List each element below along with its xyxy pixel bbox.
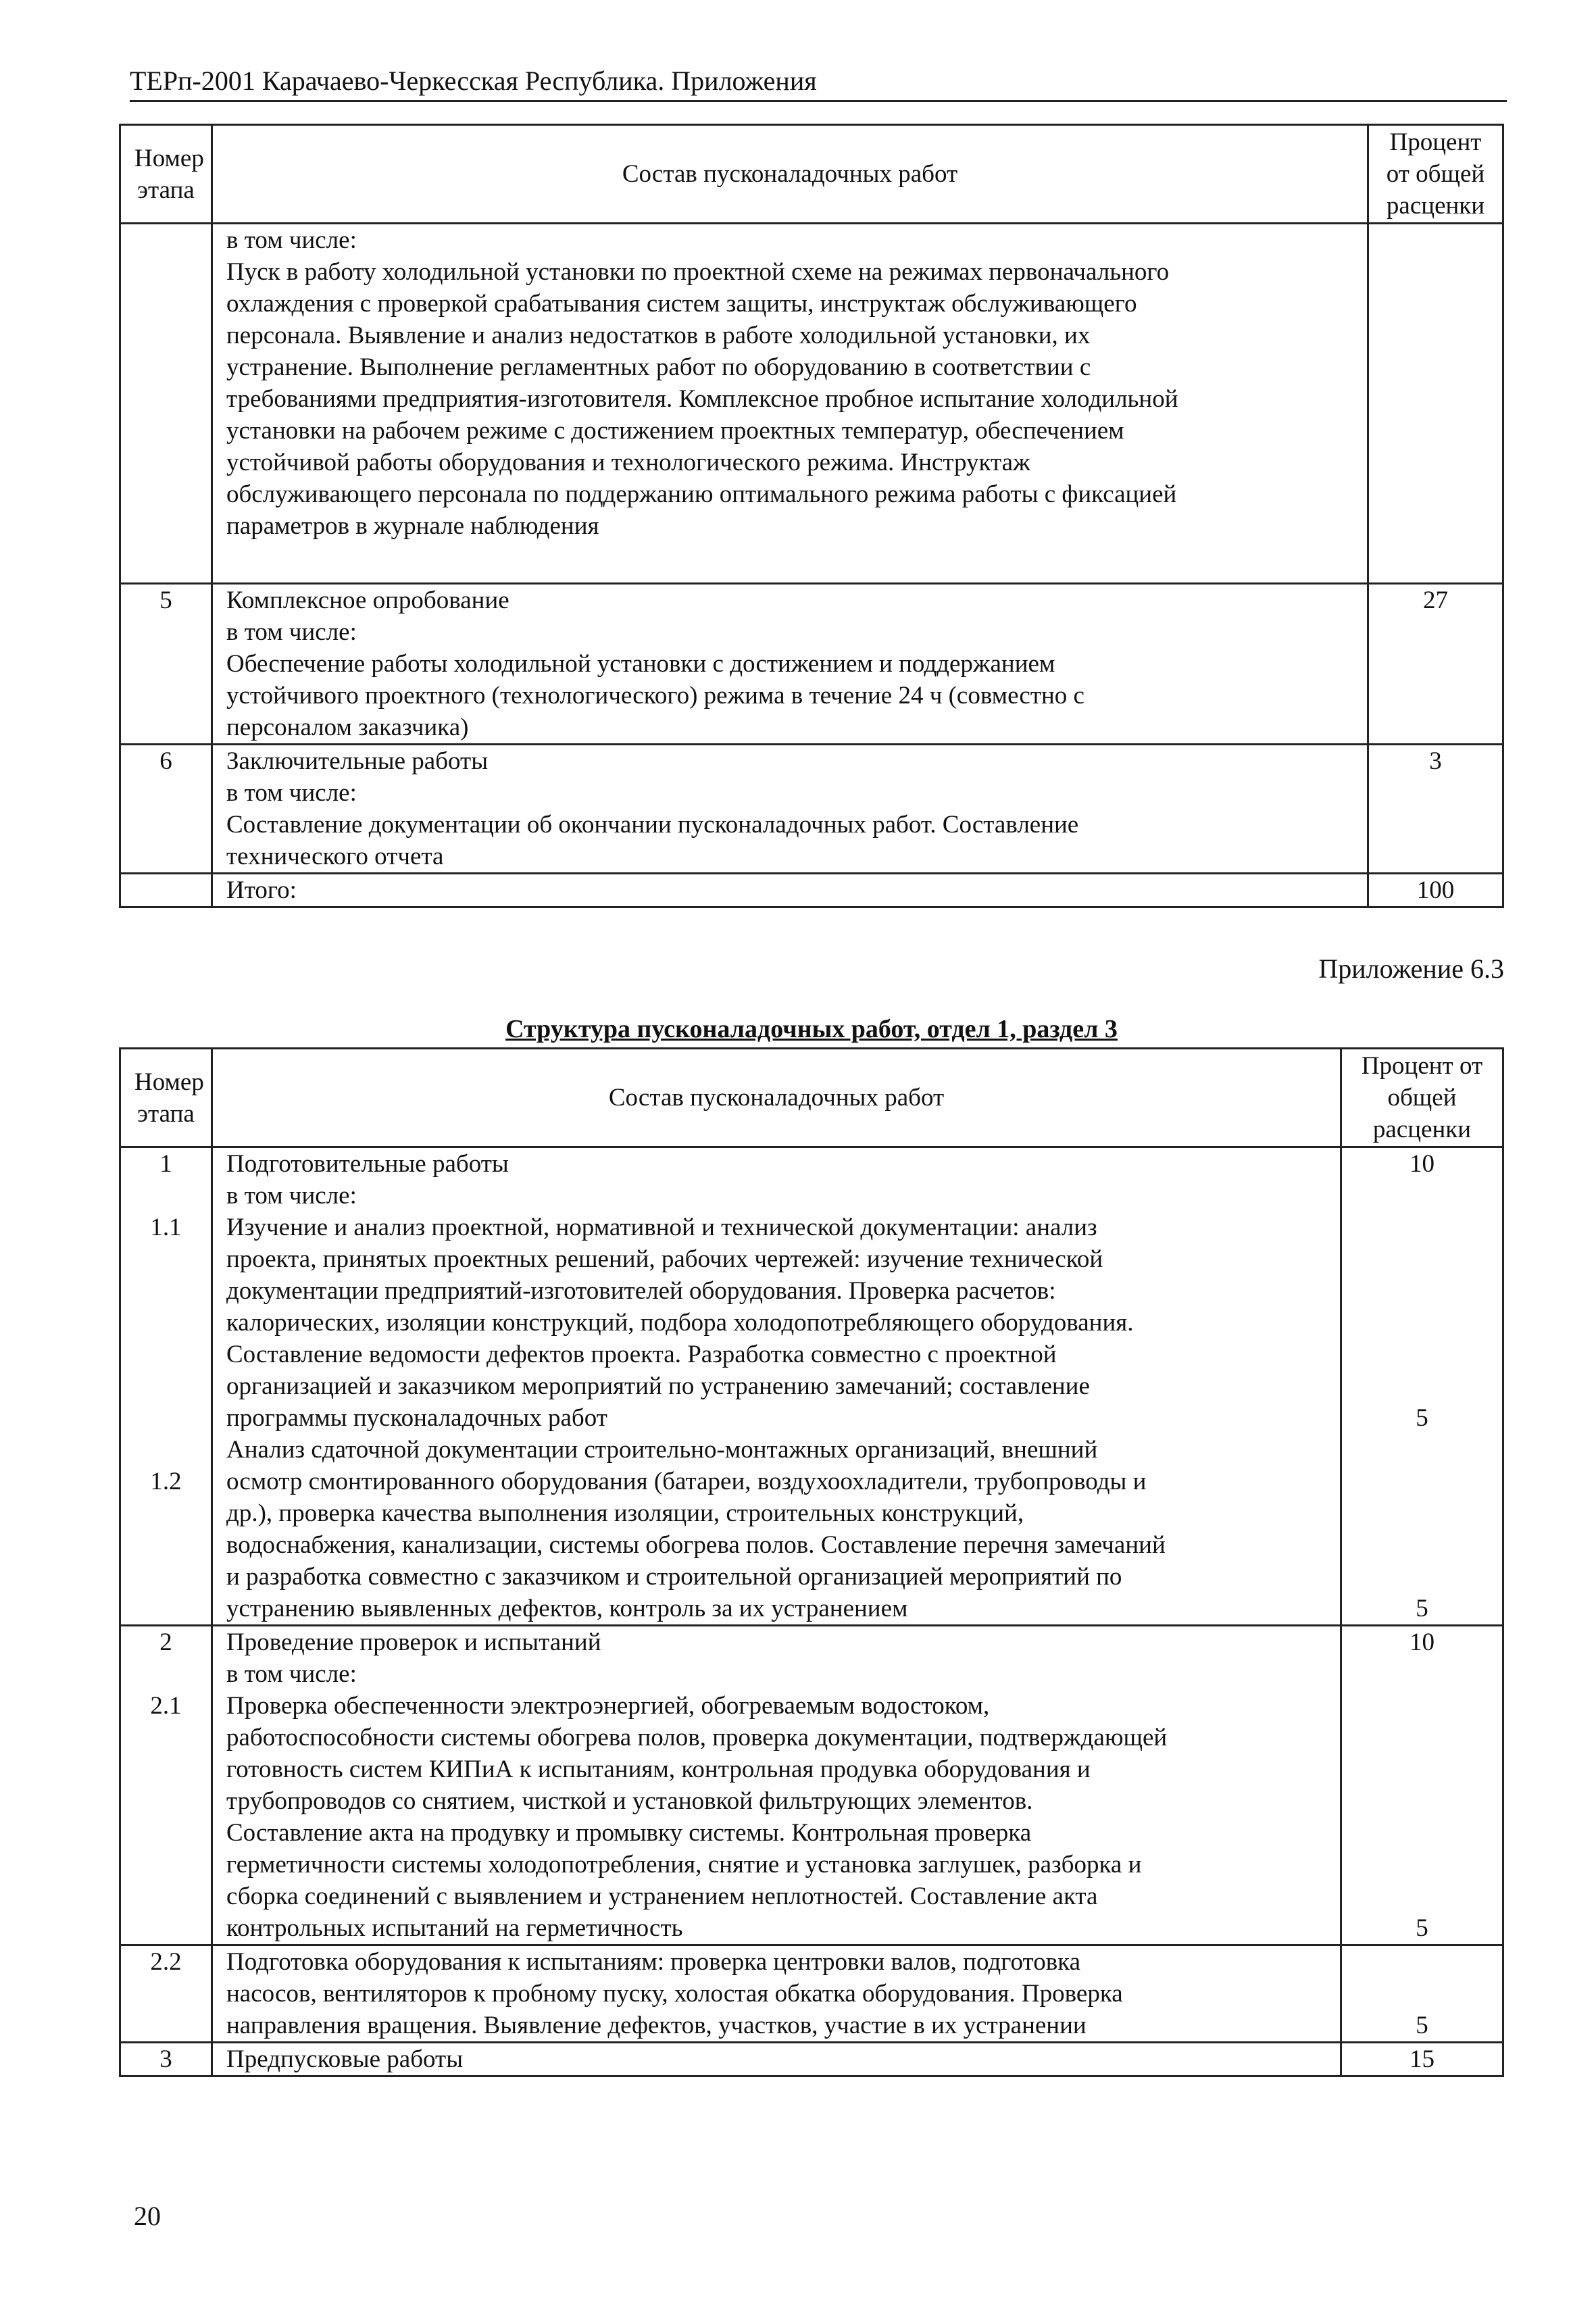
- table-row: [120, 745, 1503, 874]
- cell-text-line: [1355, 1339, 1489, 1370]
- cell-text-line: [1355, 1275, 1489, 1307]
- cell-text-line: 2.2: [150, 1948, 182, 1976]
- cell-text-line: [1355, 1434, 1489, 1466]
- cell-spacer: [1382, 224, 1489, 265]
- cell-text-line: установки на рабочем режиме с достижением проектных температур, обеспечением: [226, 417, 1124, 445]
- cell-text-line: 2: [159, 1628, 172, 1656]
- cell-text-line: 5: [1416, 1914, 1428, 1942]
- cell-text-line: 6: [159, 747, 172, 775]
- cell-text-line: [1355, 1212, 1489, 1243]
- cell-text-line: Пуск в работу холодильной установки по проектной схеме на режимах первоначального: [226, 258, 1170, 286]
- cell-text-line: Проверка обеспеченности электроэнергией, обогреваемым водостоком,: [226, 1692, 990, 1720]
- cell-text-line: устойчивой работы оборудования и технологического режима. Инструктаж: [226, 449, 1030, 476]
- cell-text-line: др.), проверка качества выполнения изоляции, строительных конструкций,: [226, 1499, 1024, 1527]
- cell-text-line: Составление документации об окончании пусконаладочных работ. Составление: [226, 811, 1079, 839]
- cell-text-line: [1355, 1658, 1489, 1690]
- cell-text-line: устойчивого проектного (технологического) режима в течение 24 ч (совместно с: [226, 682, 1084, 710]
- cell-text-line: [1355, 1243, 1489, 1275]
- percent-cell: [1368, 224, 1503, 584]
- stage-number-cell: [120, 584, 212, 745]
- work-description-cell: [212, 745, 1368, 874]
- cell-text-line: общей: [1387, 1084, 1457, 1112]
- cell-text-line: [1355, 1785, 1489, 1817]
- cell-text-line: трубопроводов со снятием, чисткой и установкой фильтрующих элементов.: [226, 1787, 1033, 1815]
- cell-text-line: обслуживающего персонала по поддержанию оптимального режима работы с фиксацией: [226, 480, 1177, 508]
- cell-text-line: Итого:: [226, 876, 297, 904]
- cell-text-line: работоспособности системы обогрева полов, проверка документации, подтверждающей: [226, 1724, 1168, 1751]
- cell-text-line: расценки: [1372, 1116, 1472, 1143]
- stages-table-continued: [119, 124, 1504, 908]
- cell-text-line: сборка соединений с выявлением и устранением неплотностей. Составление акта: [226, 1883, 1098, 1910]
- cell-text-line: охлаждения с проверкой срабатывания систем защиты, инструктаж обслуживающего: [226, 290, 1137, 318]
- cell-text-line: [134, 1243, 197, 1275]
- cell-text-line: Номер: [134, 1068, 204, 1096]
- work-description-cell: [212, 1945, 1341, 2043]
- total-label-cell: [212, 874, 1368, 907]
- cell-text-line: Комплексное опробование: [226, 587, 509, 614]
- cell-text-line: 1: [159, 1150, 172, 1178]
- percent-cell: [1341, 2043, 1503, 2076]
- cell-text-line: [1355, 1370, 1489, 1402]
- percent-cell: [1368, 584, 1503, 745]
- percent-cell: [1341, 1626, 1503, 1945]
- cell-text-line: 3: [159, 2045, 172, 2073]
- cell-text-line: Предпусковые работы: [226, 2045, 464, 2073]
- work-description-cell: [212, 584, 1368, 745]
- cell-text-line: 15: [1410, 2045, 1435, 2073]
- cell-text-line: [1355, 1817, 1489, 1849]
- work-description-cell: [212, 2043, 1341, 2076]
- table-row: [120, 1945, 1503, 2043]
- cell-text-line: контрольных испытаний на герметичность: [226, 1914, 683, 1942]
- table-caption: Структура пусконаладочных работ, отдел 1, раздел 3: [505, 1015, 1118, 1043]
- stages-table-section-3: [119, 1047, 1504, 2077]
- stage-number-cell: [120, 745, 212, 874]
- cell-text-line: насосов, вентиляторов к пробному пуску, холостая обкатка оборудования. Проверка: [226, 1980, 1123, 2008]
- cell-text-line: водоснабжения, канализации, системы обогрева полов. Составление перечня замечаний: [226, 1531, 1166, 1559]
- cell-text-line: Изучение и анализ проектной, нормативной и технической документации: анализ: [226, 1214, 1097, 1241]
- cell-text-line: Состав пусконаладочных работ: [608, 1084, 945, 1112]
- work-description-cell: [212, 1147, 1341, 1626]
- cell-text-line: 27: [1423, 587, 1448, 614]
- cell-text-line: 10: [1410, 1628, 1435, 1656]
- cell-spacer: [226, 542, 1353, 582]
- cell-text-line: и разработка совместно с заказчиком и строительной организацией мероприятий по: [226, 1563, 1122, 1591]
- cell-text-line: [134, 1339, 197, 1370]
- cell-text-line: [1355, 1881, 1489, 1912]
- percent-cell: [1341, 1945, 1503, 2043]
- percent-cell: [1341, 1147, 1503, 1626]
- cell-text-line: персонала. Выявление и анализ недостатков в работе холодильной установки, их: [226, 322, 1091, 349]
- cell-text-line: Анализ сдаточной документации строительно-монтажных организаций, внешний: [226, 1436, 1098, 1464]
- cell-text-line: в том числе:: [226, 779, 357, 807]
- cell-text-line: персоналом заказчика): [226, 714, 469, 741]
- cell-text-line: Состав пусконаладочных работ: [622, 160, 958, 188]
- cell-text-line: осмотр смонтированного оборудования (батареи, воздухоохладители, трубопроводы и: [226, 1468, 1147, 1495]
- cell-text-line: документации предприятий-изготовителей оборудования. Проверка расчетов:: [226, 1277, 1056, 1305]
- cell-text-line: 5: [1416, 1404, 1428, 1432]
- cell-text-line: направления вращения. Выявление дефектов, участков, участие в их устранении: [226, 2012, 1087, 2039]
- cell-spacer: [134, 224, 197, 265]
- cell-text-line: 5: [1416, 1595, 1428, 1622]
- cell-text-line: 100: [1416, 876, 1455, 904]
- cell-text-line: 1.1: [150, 1214, 182, 1241]
- table-row: [120, 1626, 1503, 1945]
- cell-text-line: [134, 1402, 197, 1434]
- cell-text-line: [1355, 1946, 1489, 1978]
- table-header-row: [120, 125, 1503, 224]
- stage-number-cell: [120, 874, 212, 907]
- cell-text-line: проекта, принятых проектных решений, рабочих чертежей: изучение технической: [226, 1245, 1103, 1273]
- cell-text-line: 1.2: [150, 1468, 182, 1495]
- cell-text-line: устранение. Выполнение регламентных работ по оборудованию в соответствии с: [226, 353, 1091, 381]
- cell-text-line: [134, 1370, 197, 1402]
- cell-text-line: [134, 1180, 197, 1212]
- cell-text-line: [134, 1658, 197, 1690]
- cell-text-line: этапа: [137, 1099, 195, 1128]
- stage-number-cell: [120, 2043, 212, 2076]
- cell-text-line: Заключительные работы: [226, 747, 489, 775]
- cell-text-line: [134, 1434, 197, 1466]
- header-work-composition: [212, 125, 1368, 224]
- cell-text-line: в том числе:: [226, 1182, 357, 1210]
- cell-text-line: организацией и заказчиком мероприятий по устранению замечаний; составление: [226, 1372, 1090, 1400]
- table-header-row: [120, 1049, 1503, 1147]
- cell-text-line: Процент: [1389, 128, 1482, 156]
- cell-text-line: [1355, 1561, 1489, 1593]
- table-row: [120, 224, 1503, 584]
- cell-text-line: Подготовка оборудования к испытаниям: проверка центровки валов, подготовка: [226, 1948, 1080, 1976]
- cell-text-line: калорических, изоляции конструкций, подбора холодопотребляющего оборудования.: [226, 1309, 1134, 1337]
- cell-text-line: [1355, 1497, 1489, 1529]
- cell-text-line: технического отчета: [226, 843, 444, 870]
- cell-text-line: программы пусконаладочных работ: [226, 1404, 607, 1432]
- cell-text-line: [134, 1275, 197, 1307]
- cell-text-line: [1355, 1529, 1489, 1561]
- cell-text-line: [1355, 1849, 1489, 1881]
- cell-text-line: параметров в журнале наблюдения: [226, 512, 599, 540]
- cell-text-line: Составление акта на продувку и промывку системы. Контрольная проверка: [226, 1819, 1032, 1847]
- cell-text-line: [1355, 1690, 1489, 1722]
- table-row: [120, 1147, 1503, 1626]
- header-percent: [1368, 125, 1503, 224]
- appendix-label: Приложение 6.3: [1318, 953, 1504, 984]
- cell-text-line: Обеспечение работы холодильной установки с достижением и поддержанием: [226, 650, 1055, 678]
- total-percent-cell: [1368, 874, 1503, 907]
- header-percent: [1341, 1049, 1503, 1147]
- total-row: [120, 874, 1503, 907]
- cell-text-line: герметичности системы холодопотребления, снятие и установка заглушек, разборка и: [226, 1851, 1142, 1878]
- stage-number-cell: [120, 1147, 212, 1626]
- cell-text-line: 2.1: [150, 1692, 182, 1720]
- running-header: ТЕРп-2001 Карачаево-Черкесская Республика. Приложения: [130, 64, 1507, 102]
- cell-text-line: Процент от: [1361, 1052, 1483, 1080]
- cell-text-line: [1355, 1180, 1489, 1212]
- header-stage-number: [120, 1049, 212, 1147]
- cell-text-line: [134, 1307, 197, 1339]
- stage-number-cell: [120, 1945, 212, 2043]
- header-work-composition: [212, 1049, 1341, 1147]
- stage-number-cell: [120, 224, 212, 584]
- percent-cell: [1368, 745, 1503, 874]
- cell-text-line: Подготовительные работы: [226, 1150, 509, 1178]
- cell-text-line: в том числе:: [226, 226, 357, 254]
- cell-text-line: готовность систем КИПиА к испытаниям, контрольная продувка оборудования и: [226, 1756, 1091, 1783]
- cell-text-line: Номер: [134, 144, 204, 172]
- cell-text-line: от общей: [1386, 160, 1485, 188]
- cell-text-line: 5: [1416, 2012, 1428, 2039]
- cell-text-line: Проведение проверок и испытаний: [226, 1628, 601, 1656]
- cell-text-line: 10: [1410, 1150, 1435, 1178]
- cell-text-line: 5: [159, 587, 172, 614]
- cell-text-line: этапа: [137, 176, 195, 204]
- page-number: 20: [134, 2201, 161, 2231]
- table-row: [120, 584, 1503, 745]
- table-row: [120, 2043, 1503, 2076]
- stage-number-cell: [120, 1626, 212, 1945]
- cell-text-line: [1355, 1978, 1489, 2010]
- work-description-cell: [212, 1626, 1341, 1945]
- header-stage-number: [120, 125, 212, 224]
- cell-text-line: расценки: [1386, 192, 1485, 220]
- cell-text-line: устранению выявленных дефектов, контроль за их устранением: [226, 1595, 908, 1622]
- work-description-cell: [212, 224, 1368, 584]
- cell-text-line: [1355, 1466, 1489, 1497]
- cell-text-line: в том числе:: [226, 1660, 357, 1688]
- cell-text-line: [1355, 1753, 1489, 1785]
- cell-text-line: 3: [1429, 747, 1442, 775]
- cell-text-line: в том числе:: [226, 618, 357, 646]
- cell-text-line: [1355, 1307, 1489, 1339]
- cell-text-line: Составление ведомости дефектов проекта. Разработка совместно с проектной: [226, 1341, 1057, 1368]
- cell-text-line: требованиями предприятия-изготовителя. Комплексное пробное испытание холодильной: [226, 385, 1178, 413]
- cell-text-line: [1355, 1722, 1489, 1753]
